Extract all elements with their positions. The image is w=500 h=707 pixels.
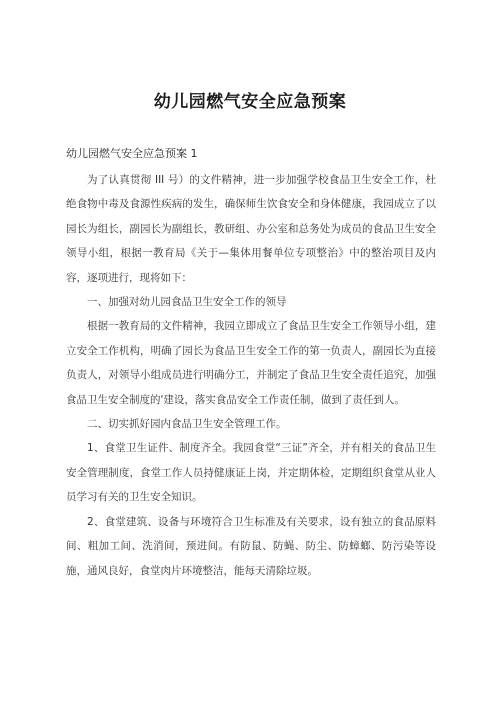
section-heading: 二、切实抓好园内食品卫生安全管理工作。 <box>87 418 287 431</box>
paragraph: 2、食堂建筑、设备与环境符合卫生标准及有关要求，设有独立的食品原料间、粗加工间、洗消间，预进间。有防鼠、防蝇、防尘、防蟑螂、防污染等设施，通风良好，食堂肉片环境整洁，能每天清除垃圾。 <box>66 515 436 577</box>
document-body <box>66 168 436 583</box>
document-subtitle: 幼儿园燃气安全应急预案 1 <box>66 147 198 160</box>
paragraph: 根据一教育局的文件精神，我园立即成立了食品卫生安全工作领导小组，建立安全工作机构，明确了园长为食品卫生安全工作的第一负责人，副园长为直接负责人，对领导小组成员进行明确分工，并制定了食品卫生安全责任追究，加强食品卫生安全制度的'建设，落实食品安全工作责任制，做到了责任到人。 <box>66 320 436 406</box>
section-heading: 一、加强对幼儿园食品卫生安全工作的领导 <box>87 296 287 309</box>
paragraph: 为了认真贯彻 III 号）的文件精神，进一步加强学校食品卫生安全工作，杜绝食物中毒及食源性疾病的发生，确保师生饮食安全和身体健康，我园成立了以园长为组长，副园长为副组长，教研组、办公室和总务处为成员的食品卫生安全领导小组，根据一教育局《关于—集体用餐单位专项整治》中的整治项目及内容，逐项进行，现将如下： <box>66 174 436 284</box>
document-title: 幼儿园燃气安全应急预案 <box>153 92 347 112</box>
paragraph: 1、食堂卫生证件、制度齐全。我园食堂“三证”齐全，并有相关的食品卫生安全管理制度，食堂工作人员持健康证上岗，并定期体检，定期组织食堂从业人员学习有关的卫生安全知识。 <box>66 442 436 504</box>
